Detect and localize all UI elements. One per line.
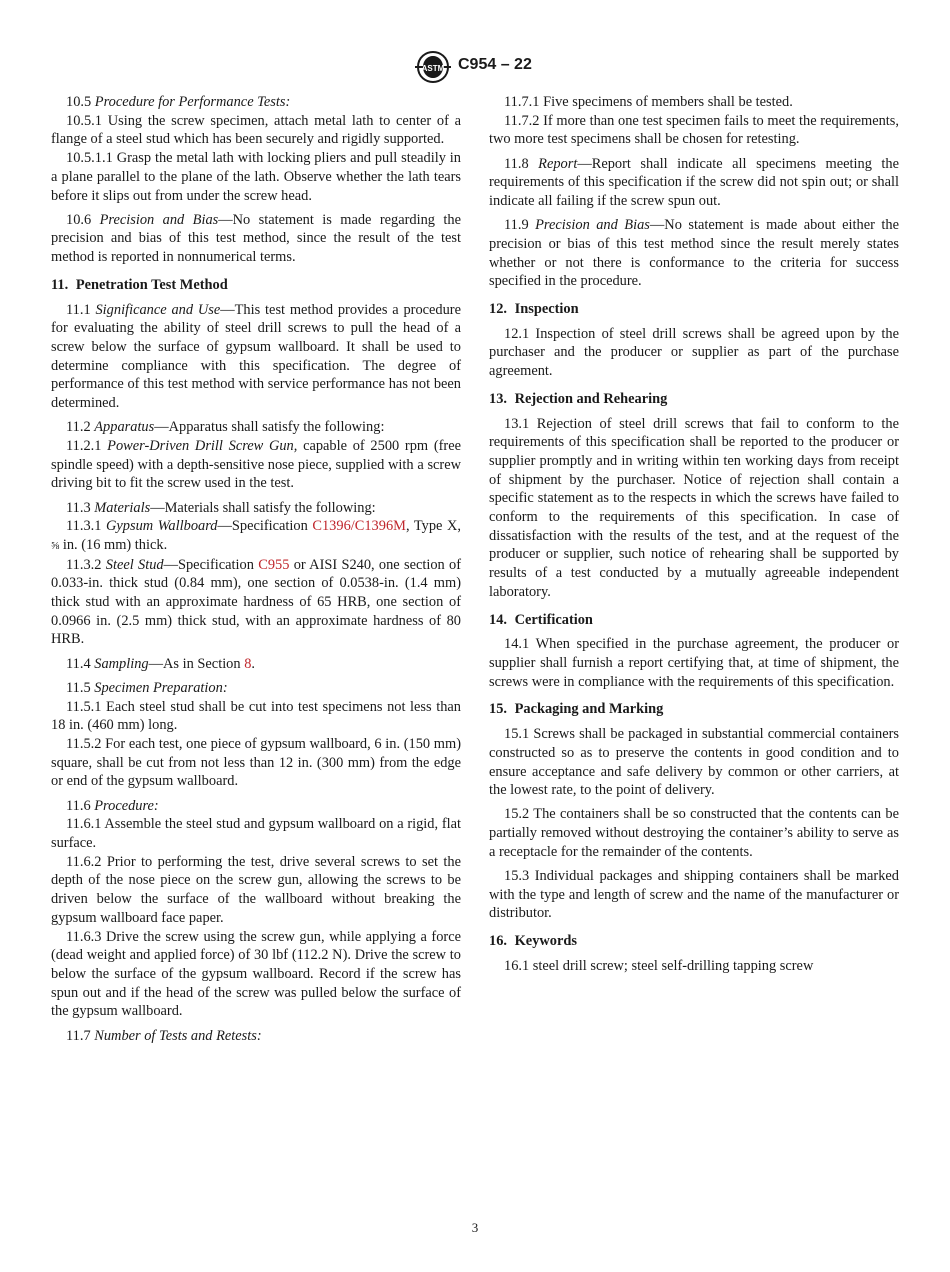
ref-link-c1396[interactable]: C1396/C1396M: [312, 518, 406, 535]
para-11-7: 11.7 Number of Tests and Retests:: [66, 1027, 262, 1044]
para-16-1: 16.1 steel drill screw; steel self-drilling tapping screw: [504, 957, 814, 974]
section-11-heading: 11. Penetration Test Method: [51, 276, 228, 293]
para-11-3: 11.3 Materials—Materials shall satisfy the following:: [66, 499, 376, 516]
para-11-6: 11.6 Procedure:: [66, 797, 159, 814]
page-number: 3: [471, 1220, 479, 1235]
para-15-3: 15.3 Individual packages and shipping containers shall be marked with the type and length of screw and the name of the manufacturer or distributor.: [489, 868, 899, 922]
section-13-heading: 13. Rejection and Rehearing: [489, 390, 668, 407]
para-11-6-1: 11.6.1 Assemble the steel stud and gypsum wallboard on a rigid, flat surface.: [51, 816, 461, 852]
para-11-8: 11.8 Report—Report shall indicate all specimens meeting the requirements of this specification if the screw did not spin out; or shall indicate all failing if the screw spun out.: [489, 155, 899, 210]
para-11-3-2: 11.3.2 Steel Stud—Specification C955 or AISI S240, one section of 0.033-in. thick stud (0.84 mm), one section of 0.0538-in. (1.4 mm) thick stud with an approximate hardness of 65 HRB, one section of 0.0966 in. (2.5 mm) thick stud, with an approximate hardness of 80 HRB.: [51, 556, 461, 648]
para-13-1: 13.1 Rejection of steel drill screws that fail to conform to the requirements of this specification shall be reported to the producer or supplier promptly and in writing within ten working days from receipt of shipment by the purchaser. Notice of rejection shall contain a specific statement as to the respects in which the screws have failed to conform to the requirements of this specification. In case of dissatisfaction with the results of the test, and at the request of the producer or supplier, such notice of rehearing shall be supported by results of a test conducted by a mutually agreeable independent laboratory.: [489, 415, 899, 600]
section-14-heading: 14. Certification: [489, 611, 593, 628]
para-11-2: 11.2 Apparatus—Apparatus shall satisfy the following:: [66, 419, 385, 436]
para-14-1: 14.1 When specified in the purchase agreement, the producer or supplier shall furnish a report certifying that, at time of shipment, the screws were in compliance with the requirements of this specification.: [489, 636, 899, 690]
page-header: [0, 50, 950, 86]
para-11-6-2: 11.6.2 Prior to performing the test, drive several screws to set the depth of the nose piece on the screw gun, allowing the screws to be driven below the surface of the wallboard without breaking the gypsum wallboard face paper.: [51, 853, 461, 926]
designation: C954 – 22: [458, 56, 532, 73]
section-12-heading: 12. Inspection: [489, 301, 579, 318]
para-11-1: 11.1 Significance and Use—This test method provides a procedure for evaluating the ability of steel drill screws to pull the head of a screw below the surface of gypsum wallboard. It shall be used to determine compliance with this specification. The degree of performance of this test method with service performance has not been determined.: [51, 301, 461, 412]
para-11-5-1: 11.5.1 Each steel stud shall be cut into test specimens not less than 18 in. (460 mm) long.: [51, 698, 461, 734]
section-16-heading: 16. Keywords: [489, 933, 577, 950]
para-11-7-2: 11.7.2 If more than one test specimen fails to meet the requirements, two more test specimens shall be chosen for retesting.: [489, 112, 899, 148]
para-10-5-1: 10.5.1 Using the screw specimen, attach metal lath to center of a flange of a steel stud which has been securely and rigidly supported.: [51, 112, 461, 148]
logo-text: ASTM: [421, 64, 445, 73]
para-11-6-3: 11.6.3 Drive the screw using the screw gun, while applying a force (dead weight and applied force) of 30 lbf (112.2 N). Drive the screw to below the surface of the gypsum wallboard. Record if the screw has spun out and if the head of the screw was pulled below the surface of the gypsum wallboard.: [51, 928, 461, 1020]
para-11-9: 11.9 Precision and Bias—No statement is made about either the precision or bias of this test method since the result merely states whether or not there is conformance to the criteria for success specified in the procedure.: [489, 217, 899, 290]
para-11-7-1: 11.7.1 Five specimens of members shall be tested.: [504, 94, 793, 110]
para-12-1: 12.1 Inspection of steel drill screws shall be agreed upon by the purchaser and the producer or supplier as part of the purchase agreement.: [489, 325, 899, 380]
left-column: [51, 93, 461, 1051]
right-column: [489, 93, 899, 981]
para-11-4: 11.4 Sampling—As in Section 8.: [66, 655, 255, 672]
para-10-5: 10.5 Procedure for Performance Tests:: [66, 94, 291, 110]
astm-logo-icon: [414, 51, 452, 83]
para-11-5: 11.5 Specimen Preparation:: [66, 679, 228, 696]
section-15-heading: 15. Packaging and Marking: [489, 701, 664, 718]
para-11-2-1: 11.2.1 Power-Driven Drill Screw Gun, capable of 2500 rpm (free spindle speed) with a depth-sensitive nose piece, supplied with a screw driving bit to fit the screw used in the test.: [51, 437, 461, 492]
ref-link-c955[interactable]: C955: [258, 556, 290, 573]
para-11-3-1: 11.3.1 Gypsum Wallboard—Specification C1396/C1396M, Type X, ⅝ in. (16 mm) thick.: [51, 518, 461, 553]
para-11-5-2: 11.5.2 For each test, one piece of gypsum wallboard, 6 in. (150 mm) square, shall be cut from not less than 12 in. (300 mm) from the edge or end of the gypsum wallboard.: [51, 736, 461, 790]
para-10-5-1-1: 10.5.1.1 Grasp the metal lath with locking pliers and pull steadily in a plane parallel to the plane of the lath. Observe whether the lath tears before it slips out from under the screw head.: [51, 150, 461, 204]
para-15-1: 15.1 Screws shall be packaged in substantial commercial containers constructed so as to preserve the contents in good condition and to ensure acceptance and safe delivery by common or other carriers, at the lowest rate, to the point of delivery.: [489, 726, 899, 799]
para-15-2: 15.2 The containers shall be so constructed that the contents can be partially removed without destroying the container’s ability to serve as a receptacle for the remainder of the contents.: [489, 806, 899, 860]
ref-link-section-8[interactable]: 8: [244, 655, 252, 672]
para-10-6: 10.6 Precision and Bias—No statement is made regarding the precision and bias of this test method, since the result of the test method is reported in nonnumerical terms.: [51, 211, 461, 266]
